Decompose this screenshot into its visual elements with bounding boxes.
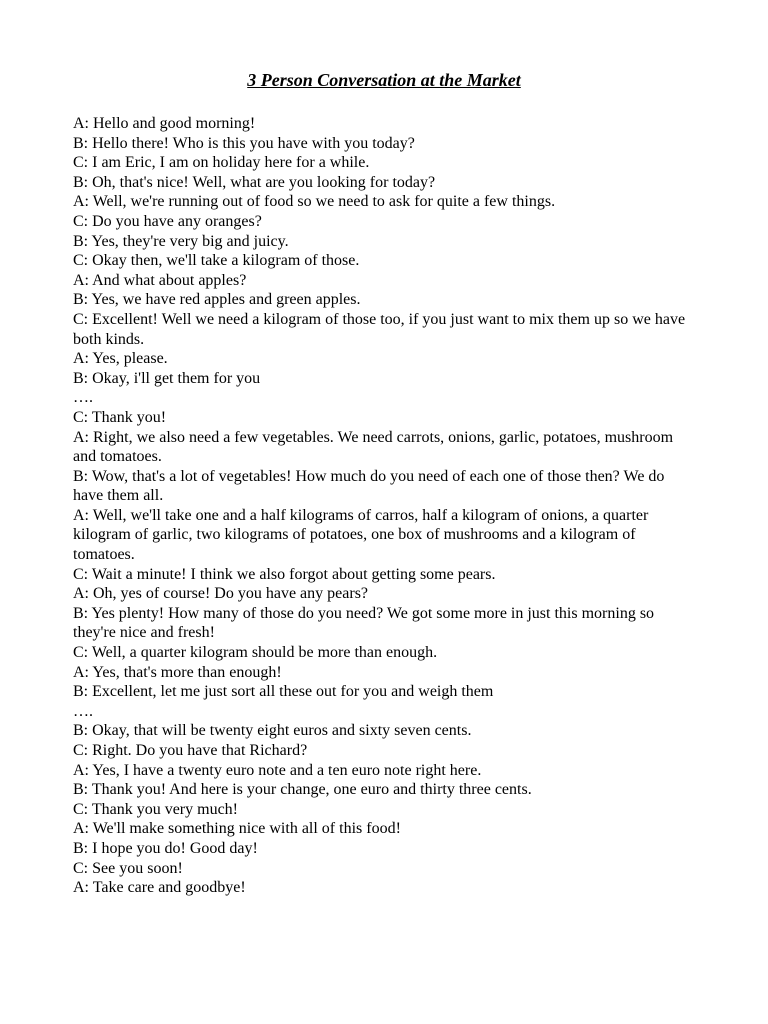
ellipsis-line: …. xyxy=(73,389,93,407)
dialogue-line: C: See you soon! xyxy=(73,859,183,877)
dialogue-line: B: I hope you do! Good day! xyxy=(73,839,258,857)
dialogue-line: C: Excellent! Well we need a kilogram of those too, if you just want to mix them up so we have both kinds. xyxy=(73,310,686,348)
dialogue-line: C: Thank you very much! xyxy=(73,800,239,818)
dialogue-line: B: Hello there! Who is this you have with you today? xyxy=(73,134,415,152)
dialogue-line: A: Yes, that's more than enough! xyxy=(73,663,282,681)
dialogue-line: C: Do you have any oranges? xyxy=(73,212,262,230)
dialogue-line: C: Well, a quarter kilogram should be more than enough. xyxy=(73,644,438,662)
dialogue-line: B: Wow, that's a lot of vegetables! How much do you need of each one of those then? We do have them all. xyxy=(73,467,665,505)
dialogue-line: A: And what about apples? xyxy=(73,271,247,289)
dialogue-line: B: Okay, that will be twenty eight euros and sixty seven cents. xyxy=(73,722,472,740)
dialogue-line: C: Right. Do you have that Richard? xyxy=(73,742,308,759)
dialogue-line: B: Yes, we have red apples and green apples. xyxy=(73,291,361,309)
dialogue-line: B: Yes, they're very big and juicy. xyxy=(73,232,289,250)
dialogue-line: B: Okay, i'll get them for you xyxy=(73,369,261,387)
dialogue-line: A: Yes, I have a twenty euro note and a ten euro note right here. xyxy=(73,761,482,779)
dialogue-line: A: Well, we're running out of food so we need to ask for quite a few things. xyxy=(73,193,556,211)
dialogue-line: A: Well, we'll take one and a half kilograms of carros, half a kilogram of onions, a quarter kilogram of garlic, two kilograms of potatoes, one box of mushrooms and a kilogram of tomatoes. xyxy=(73,506,649,564)
dialogue-line: B: Yes plenty! How many of those do you need? We got some more in just this morning so they're nice and fresh! xyxy=(73,604,655,642)
dialogue-line: C: Thank you! xyxy=(73,408,167,426)
dialogue-line: C: Okay then, we'll take a kilogram of those. xyxy=(73,252,360,270)
dialogue-line: B: Oh, that's nice! Well, what are you looking for today? xyxy=(73,173,436,191)
dialogue-line: A: Right, we also need a few vegetables. We need carrots, onions, garlic, potatoes, mushroom and tomatoes. xyxy=(73,428,674,466)
dialogue-line: C: I am Eric, I am on holiday here for a while. xyxy=(73,154,370,172)
dialogue-line: A: Oh, yes of course! Do you have any pears? xyxy=(73,585,369,603)
document-title: 3 Person Conversation at the Market xyxy=(247,70,521,90)
dialogue-line: A: Yes, please. xyxy=(73,350,168,368)
dialogue-line: B: Thank you! And here is your change, one euro and thirty three cents. xyxy=(73,781,532,799)
dialogue-list xyxy=(73,114,698,898)
dialogue-line: A: Take care and goodbye! xyxy=(73,879,246,897)
dialogue-line: A: We'll make something nice with all of this food! xyxy=(73,820,401,838)
dialogue-line: A: Hello and good morning! xyxy=(73,115,256,132)
ellipsis-line: …. xyxy=(73,702,93,720)
dialogue-line: C: Wait a minute! I think we also forgot about getting some pears. xyxy=(73,565,496,583)
dialogue-line: B: Excellent, let me just sort all these out for you and weigh them xyxy=(73,683,494,701)
